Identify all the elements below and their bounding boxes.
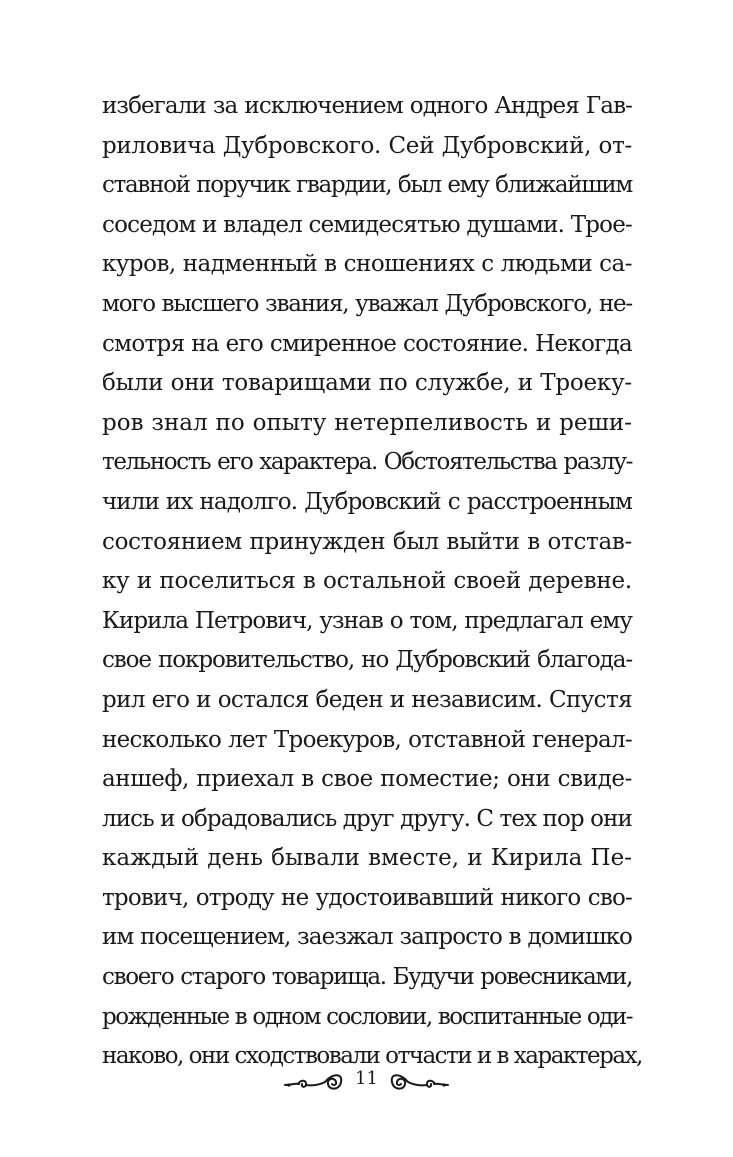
text-line: наково, они сходствовали отчасти и в характерах,	[102, 1043, 642, 1070]
text-line: риловича Дубровского. Сей Дубровский, от-	[102, 132, 632, 159]
text-line: аншеф, приехал в свое поместие; они свиде-	[102, 766, 632, 793]
text-line: Кирила Петрович, узнав о том, предлагал ему	[102, 607, 632, 634]
text-line: смотря на его смиренное состояние. Некогда	[102, 330, 632, 357]
flourish-left-icon	[283, 1064, 345, 1094]
text-line: тельность его характера. Обстоятельства разлу-	[102, 449, 632, 476]
text-line: ку и поселиться в остальной своей деревне.	[102, 568, 632, 595]
text-line: избегали за исключением одного Андрея Гав-	[102, 93, 632, 119]
text-line: состоянием принужден был выйти в отстав-	[102, 528, 632, 555]
text-line: рил его и остался беден и независим. Спустя	[102, 686, 632, 713]
text-line: им посещением, заезжал запросто в домишко	[102, 924, 632, 951]
flourish-right-icon	[388, 1064, 450, 1094]
text-line: куров, надменный в сношениях с людьми са-	[102, 251, 632, 278]
text-line: соседом и владел семидесятью душами. Трое-	[102, 211, 632, 238]
text-line: ставной поручик гвардии, был ему ближайшим	[102, 172, 632, 199]
text-line: лись и обрадовались друг другу. С тех пор они	[102, 805, 632, 832]
text-line: чили их надолго. Дубровский с расстроенным	[102, 488, 632, 515]
body-text	[102, 87, 642, 1077]
text-line: свое покровительство, но Дубровский благода-	[102, 647, 632, 674]
text-line: своего старого товарища. Будучи ровесниками,	[102, 964, 632, 991]
text-line: были они товарищами по службе, и Троеку-	[102, 370, 632, 397]
text-line: каждый день бывали вместе, и Кирила Пе-	[102, 845, 632, 872]
page-number: 11	[355, 1068, 378, 1089]
text-line: несколько лет Троекуров, отставной генерал-	[102, 726, 632, 753]
page-footer	[0, 1062, 733, 1096]
text-line: трович, отроду не удостоивавший никого сво-	[102, 884, 632, 911]
text-line: рожденные в одном сословии, воспитанные оди-	[102, 1003, 632, 1030]
text-line: ров знал по опыту нетерпеливость и реши-	[102, 409, 632, 436]
text-line: мого высшего звания, уважал Дубровского, не-	[102, 290, 632, 317]
